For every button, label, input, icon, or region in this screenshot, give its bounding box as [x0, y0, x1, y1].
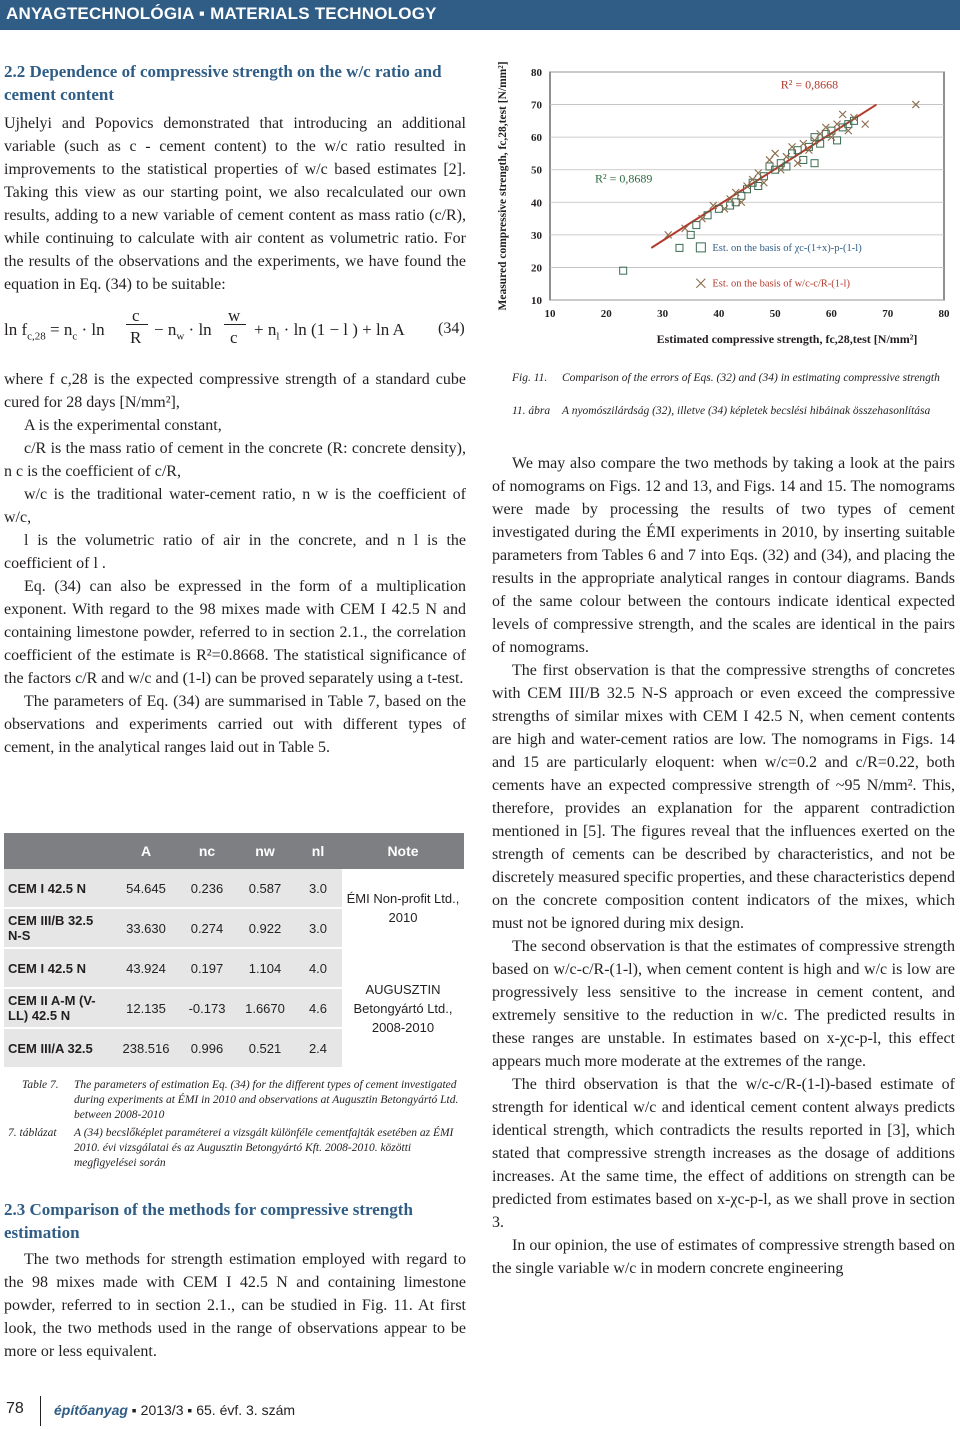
legend-label-chi: Est. on the basis of χc-(1+x)-p-(1-l): [712, 242, 862, 254]
figure-11-chart: [488, 58, 954, 358]
y-tick-label: 30: [531, 229, 542, 242]
definition-cr: c/R is the mass ratio of cement in the concrete (R: concrete density), n c is the coefficient of c/R,: [4, 440, 466, 480]
right-paragraph-2: The first observation is that the compressive strengths of concretes with CEM III/B 32.5 N-S approach or even exceed the compressive strengths of similar mixes with CEM I 42.5 N, when cement contents are high and water-cement ratios are low. The nomograms in Figs. 14 and 15 are particularly eloquent: when w/c=0.2 and c/R=0.22, both cements have an expected compressive strength of ~95 N/mm². This, therefore, provides an explanation for the apparent contradiction mentioned in [5]. The figures reveal that the influences exerted on the strength of cements can be described by characteristics, and not be discretely measured specific properties, and these characteristics depend on the concrete composition content indicators of the mixes, which must not be ignored during mix design.: [492, 662, 955, 932]
x-tick-label: 10: [544, 308, 556, 320]
table-cell-nw: 0.521: [236, 1028, 294, 1068]
table-cell-nc: -0.173: [178, 988, 236, 1028]
table-cell-nl: 2.4: [294, 1028, 342, 1068]
magazine-issue: 2013/3 ▪ 65. évf. 3. szám: [140, 1402, 296, 1418]
table-cell-a: 238.516: [114, 1028, 178, 1068]
table-note-augusztin: AUGUSZTIN Betongyártó Ltd., 2008-2010: [342, 948, 464, 1068]
table-cell-nw: 1.104: [236, 948, 294, 988]
table-row: [4, 869, 464, 908]
table-cell-nl: 3.0: [294, 869, 342, 908]
definition-l: l is the volumetric ratio of air in the concrete, and n l is the coefficient of l .: [4, 532, 466, 572]
equation-number: (34): [438, 320, 465, 337]
right-paragraph-3: The second observation is that the estimates of compressive strength based on w/c-c/R-(1-l), when cement content is high and w/c is low are progressively less sensitive to the increase in cement content, and extremely sensitive to the reduction in w/c. The predicted results in these ranges are unstable. In estimates based on x-χc-p-l, this effect appears much more moderate at the extremes of the range.: [492, 938, 955, 1070]
y-tick-label: 20: [531, 262, 542, 275]
section-2-3-title: 2.3 Comparison of the methods for compressive strength estimation: [4, 1200, 413, 1242]
caption-text: The parameters of estimation Eq. (34) for the different types of cement investigated during experiments at ÉMI in 2010 and observations at Augusztin Betongyártó Ltd. between 2008-2010: [74, 1079, 459, 1121]
caption-label: Table 7.: [22, 1079, 59, 1091]
table-cell-nw: 0.922: [236, 908, 294, 948]
y-tick-label: 10: [531, 295, 542, 307]
x-tick-label: 30: [657, 308, 669, 320]
table-note-emi: ÉMI Non-profit Ltd., 2010: [342, 869, 464, 948]
table-cell-nl: 4.0: [294, 948, 342, 988]
table-cell-cement: CEM I 42.5 N: [4, 948, 114, 988]
x-tick-label: 80: [938, 308, 950, 320]
legend-label-wc: Est. on the basis of w/c-c/R-(1-l): [712, 278, 850, 290]
table-cell-a: 54.645: [114, 869, 178, 908]
y-tick-label: 70: [531, 99, 542, 112]
table-cell-nw: 0.587: [236, 869, 294, 908]
table-cell-a: 43.924: [114, 948, 178, 988]
table-7-caption-en: [22, 1078, 462, 1126]
x-tick-label: 50: [769, 308, 781, 320]
x-tick-label: 20: [600, 308, 612, 320]
table-cell-cement: CEM III/B 32.5 N-S: [4, 908, 114, 948]
footer-magazine: építőanyag ▪ 2013/3 ▪ 65. évf. 3. szám: [54, 1402, 296, 1418]
table-cell-a: 12.135: [114, 988, 178, 1028]
section-2-2-title: 2.2 Dependence of compressive strength on the w/c ratio and cement content: [4, 62, 442, 104]
table-cell-nl: 4.6: [294, 988, 342, 1028]
definition-f: where f c,28 is the expected compressive strength of a standard cube cured for 28 days [N/mm²],: [4, 371, 466, 411]
caption-text: A nyomószilárdság (32), illetve (34) képletek becslési hibáinak összehasonlítása: [562, 405, 931, 417]
table-cell-cement: CEM III/A 32.5: [4, 1028, 114, 1068]
caption-label: 11. ábra: [512, 405, 551, 417]
section-2-2-paragraph-1: Ujhelyi and Popovics demonstrated that introducing an additional variable (such as c - cement content) to the w/c ratio resulted in improvements to the statistical properties of w/c based estimates [2]. Taking this view as our starting point, we also recalculated our own results, adding to a new variable of cement content as mass ratio (c/R), while continuing to calculate with air content as volumetric ratio. For the results of the observations and the experiments, we have found the equation in Eq. (34) to be suitable:: [4, 115, 466, 293]
y-tick-label: 80: [531, 67, 542, 79]
section-2-2-paragraph-3: The parameters of Eq. (34) are summarised in Table 7, based on the observations and experiments carried out with different types of cement, in the analytical ranges laid out in Table 5.: [4, 693, 466, 756]
page-footer: [0, 1396, 960, 1429]
table-header-nl: nl: [294, 833, 342, 869]
figure-11-caption-hu: [512, 404, 952, 438]
table-cell-nc: 0.996: [178, 1028, 236, 1068]
caption-label: 7. táblázat: [8, 1127, 57, 1139]
x-tick-label: 40: [713, 308, 725, 320]
equation-34: $\ln f_{c,28} = n_c \cdot \ln$ c R − $n_w \cdot \ln$ w c + $n_l \cdot \ln (1 - l$ ) + ln A (34): [4, 306, 465, 347]
y-tick-label: 50: [531, 164, 542, 177]
table-header-cement: [4, 833, 114, 869]
footer-divider: [40, 1396, 41, 1426]
definition-wc: w/c is the traditional water-cement ratio, n w is the coefficient of w/c,: [4, 486, 466, 526]
table-cell-nc: 0.197: [178, 948, 236, 988]
table-cell-cement: CEM II A-M (V-LL) 42.5 N: [4, 988, 114, 1028]
section-2-3: [4, 1198, 466, 1363]
table-7: [4, 833, 464, 1069]
journal-header-band: [0, 0, 960, 30]
right-paragraph-4: The third observation is that the w/c-c/R-(1-l)-based estimate of strength for identical w/c and identical cement content always predicts identical strength, which contradicts the results reported in [3], which stated that compressive strength increases as the dosage of additions increases. At the same time, the effect of additions on strength can be predicted from estimates based on x-χc-p-l, as we shall prove in section 3.: [492, 1076, 955, 1231]
right-column: [492, 452, 955, 1280]
table-header-note: Note: [342, 833, 464, 869]
figure-11-caption-en: [512, 371, 952, 405]
caption-text: A (34) becslőképlet paraméterei a vizsgált különféle cementfajták esetében az ÉMI 2010. évi vizsgálatai és az Augusztin Betongyártó Kft. 2008-2010. közötti megfigyelései során: [74, 1127, 454, 1169]
y-tick-label: 60: [531, 132, 542, 145]
r2-label-chi: R² = 0,8689: [595, 171, 653, 186]
left-column: [4, 60, 466, 759]
journal-title: ANYAGTECHNOLÓGIA ▪ MATERIALS TECHNOLOGY: [6, 4, 437, 23]
caption-text: Comparison of the errors of Eqs. (32) and (34) in estimating compressive strength: [562, 372, 940, 384]
table-cell-a: 33.630: [114, 908, 178, 948]
table-header-nw: nw: [236, 833, 294, 869]
y-axis-label: Measured compressive strength, fc,28,test [N/mm²]: [497, 61, 509, 311]
section-2-3-paragraph-1: The two methods for strength estimation employed with regard to the 98 mixes made with CEM I 42.5 N and containing limestone powder, referred to in section 2.1., can be studied in Fig. 11. At first look, the two methods used in the range of observations appear to be more or less equivalent.: [4, 1251, 466, 1360]
right-paragraph-1: We may also compare the two methods by taking a look at the pairs of nomograms on Figs. 12 and 13, and Figs. 14 and 15. The nomograms were made by processing the results of two types of cement investigated during the ÉMI experiments in 2010, by inserting suitable parameters from Tables 6 and 7 into Eqs. (32) and (34), and placing the results in the appropriate analytical ranges in contour diagrams. Bands of the same colour between the contours indicate identical expected levels of compressive strength, and the scales are identical in the pairs of nomograms.: [492, 455, 955, 656]
definition-a: A is the experimental constant,: [24, 417, 222, 434]
magazine-name: építőanyag: [54, 1402, 128, 1418]
table-cell-nc: 0.274: [178, 908, 236, 948]
section-2-2-paragraph-2: Eq. (34) can also be expressed in the form of a multiplication exponent. With regard to the 98 mixes made with CEM I 42.5 N and containing limestone powder, referred to in section 2.1., the correlation coefficient of the estimate is R²=0.8668. The statistical significance of the factors c/R and w/c and (1-l) can be proved separately using a t-test.: [4, 578, 466, 687]
table-cell-nl: 3.0: [294, 908, 342, 948]
table-cell-cement: CEM I 42.5 N: [4, 869, 114, 908]
x-axis-label: Estimated compressive strength, fc,28,test [N/mm²]: [656, 332, 918, 346]
table-header-row: [4, 833, 464, 869]
x-tick-label: 70: [882, 308, 894, 320]
right-paragraph-5: In our opinion, the use of estimates of compressive strength based on the single variable w/c in modern concrete engineering: [492, 1237, 955, 1277]
table-7-caption-hu: [8, 1126, 462, 1174]
caption-label: Fig. 11.: [512, 372, 548, 384]
page-number: 78: [6, 1400, 24, 1417]
table-header-nc: nc: [178, 833, 236, 869]
table-cell-nw: 1.6670: [236, 988, 294, 1028]
table-row: [4, 948, 464, 988]
r2-label-wc: R² = 0,8668: [780, 77, 839, 92]
table-cell-nc: 0.236: [178, 869, 236, 908]
table-header-a: A: [114, 833, 178, 869]
y-tick-label: 40: [531, 197, 542, 210]
x-tick-label: 60: [825, 308, 837, 320]
